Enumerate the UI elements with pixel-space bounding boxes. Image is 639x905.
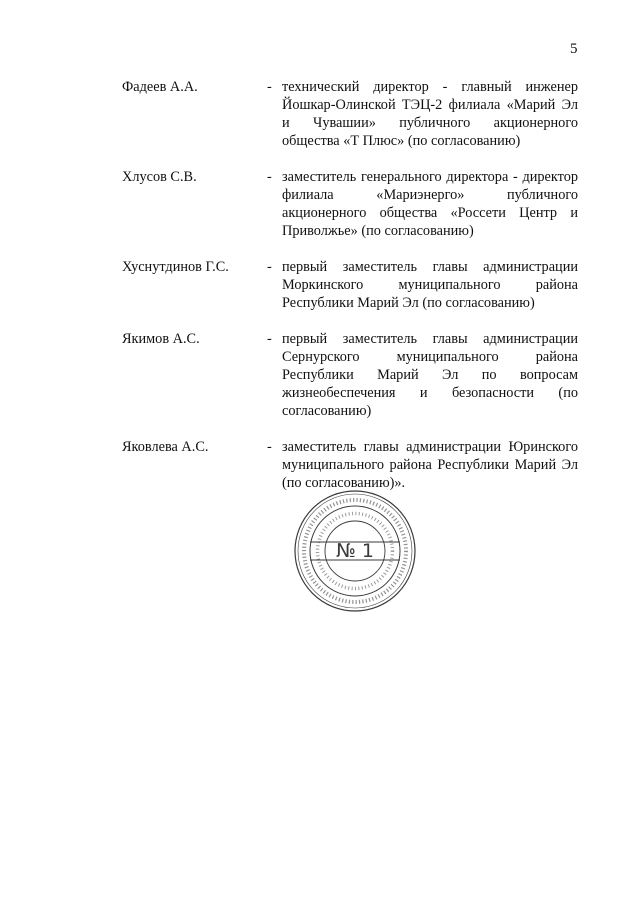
dash-separator: -: [267, 169, 272, 185]
member-name: Хлусов С.В.: [122, 169, 197, 185]
stamp-number: № 1: [336, 540, 374, 562]
member-position: заместитель главы администрации Юринского муниципального района Республики Марий Эл (по согласованию)».: [282, 439, 578, 491]
list-item: [122, 258, 582, 312]
member-name: Хуснутдинов Г.С.: [122, 259, 229, 275]
dash-separator: -: [267, 439, 272, 455]
member-position: первый заместитель главы администрации Сернурского муниципального района Республики Марий Эл по вопросам жизнеобеспечения и безопасности (по согласованию): [282, 331, 578, 419]
list-item: [122, 78, 582, 150]
member-list: [122, 78, 582, 510]
member-position: технический директор - главный инженер Йошкар-Олинской ТЭЦ-2 филиала «Марий Эл и Чувашии» публичного акционерного общества «Т Плюс» (по согласованию): [282, 79, 578, 149]
dash-separator: -: [267, 331, 272, 347]
member-name: Яковлева А.С.: [122, 439, 209, 455]
list-item: [122, 168, 582, 240]
member-position: заместитель генерального директора - директор филиала «Мариэнерго» публичного акционерного общества «Россети Центр и Приволжье» (по согласованию): [282, 169, 578, 239]
list-item: [122, 330, 582, 420]
page-number: 5: [570, 41, 578, 57]
stamp-seal-icon: [293, 489, 417, 613]
dash-separator: -: [267, 79, 272, 95]
list-item: [122, 438, 582, 492]
dash-separator: -: [267, 259, 272, 275]
member-position: первый заместитель главы администрации Моркинского муниципального района Республики Марий Эл (по согласованию): [282, 259, 578, 311]
member-name: Якимов А.С.: [122, 331, 200, 347]
member-name: Фадеев А.А.: [122, 79, 198, 95]
official-stamp: [293, 489, 417, 613]
